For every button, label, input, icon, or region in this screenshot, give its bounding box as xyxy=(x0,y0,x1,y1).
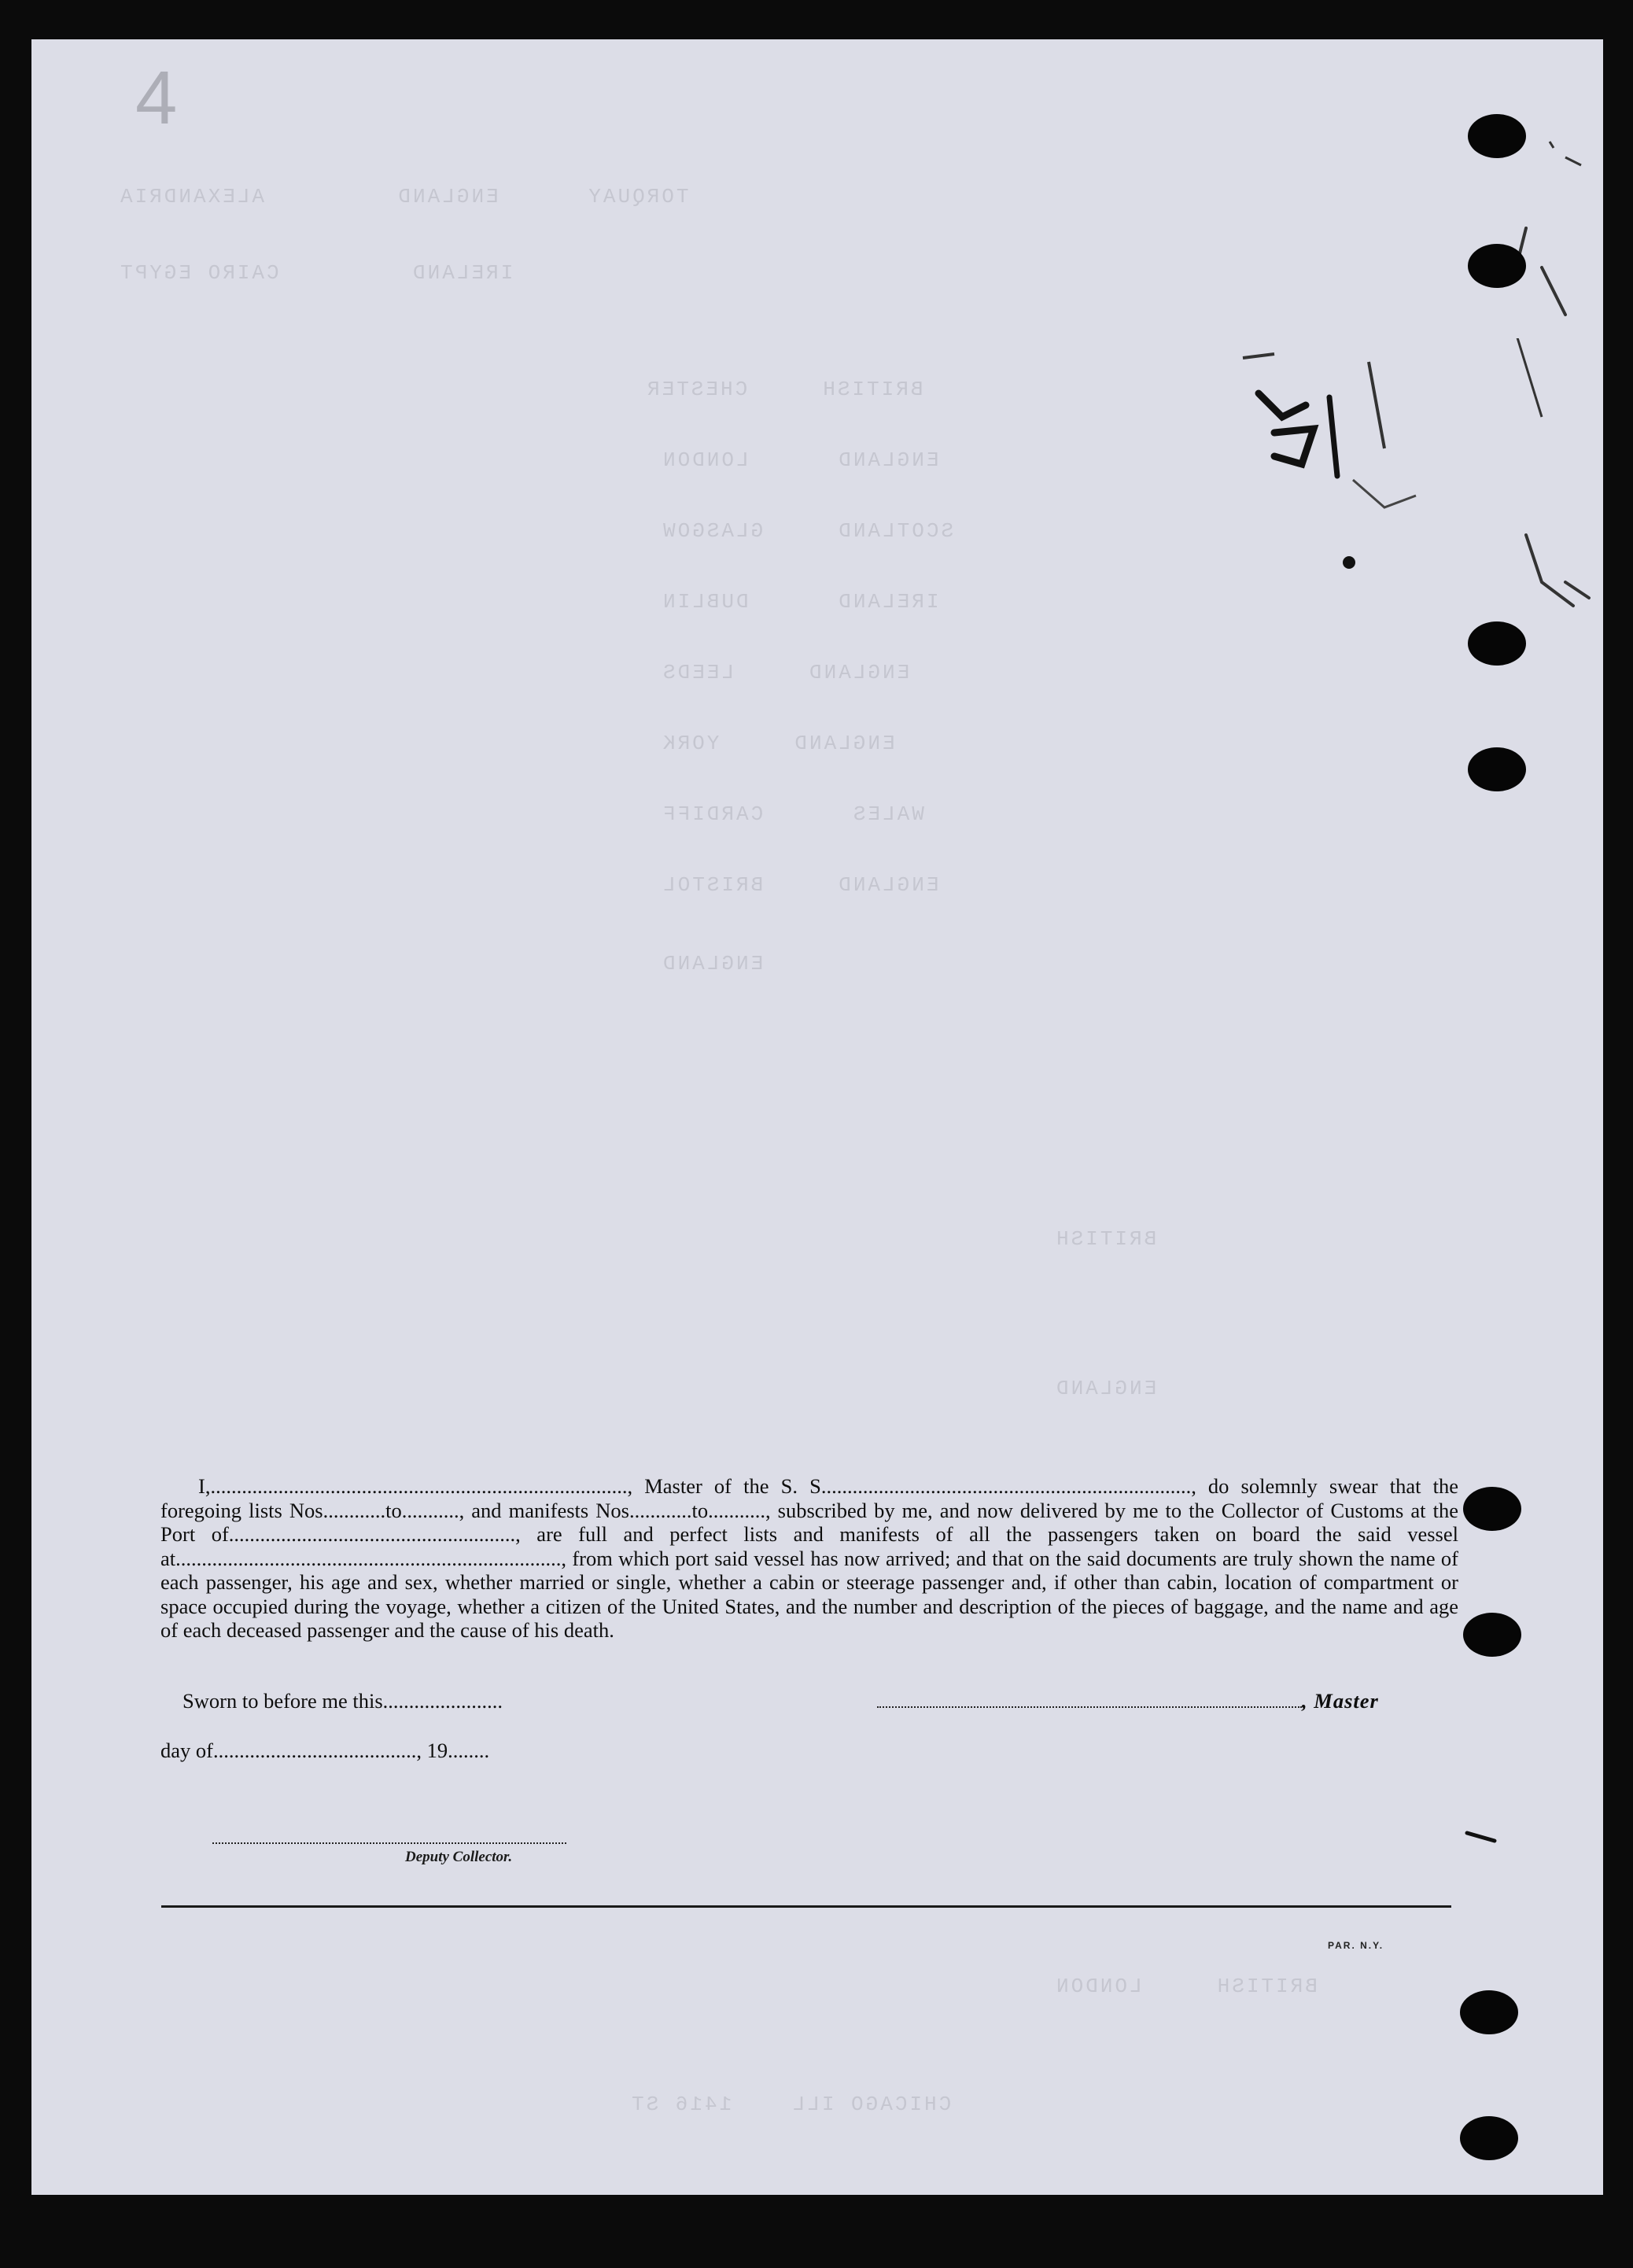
bleed-through-text: BRITISH xyxy=(1054,1227,1157,1251)
bleed-through-text: ENGLAND YORK xyxy=(661,732,895,755)
bleed-through-text: BRITISH CHESTER xyxy=(645,378,923,401)
bleed-through-text: IRELAND CAIRO EGYPT xyxy=(118,261,514,285)
deputy-collector-signature-line xyxy=(212,1842,566,1844)
bleed-through-text: ENGLAND LEEDS xyxy=(661,661,910,684)
punch-hole xyxy=(1463,1613,1521,1657)
page-number-mark: 4 xyxy=(135,56,178,140)
day-of-label: day of......................................., 19........ xyxy=(160,1739,490,1762)
bleed-through-text: CHICAGO ILL 1416 ST xyxy=(629,2093,952,2116)
master-signature-line xyxy=(877,1689,1379,1713)
punch-hole xyxy=(1468,244,1526,288)
handwritten-marks xyxy=(1463,1825,1510,1857)
bleed-through-text: IRELAND DUBLIN xyxy=(661,590,939,614)
handwritten-marks xyxy=(1227,338,1557,606)
bleed-through-text: BRITISH LONDON xyxy=(1054,1975,1318,1998)
bleed-through-text: WALES CARDIFF xyxy=(661,802,924,826)
master-label: , Master xyxy=(1302,1689,1379,1713)
master-oath-paragraph xyxy=(160,1474,1458,1643)
punch-hole xyxy=(1468,747,1526,791)
bleed-through-text: TORQUAY ENGLAND ALEXANDRIA xyxy=(118,185,689,208)
bleed-through-text: ENGLAND xyxy=(661,952,764,975)
punch-hole xyxy=(1468,114,1526,158)
handwritten-marks xyxy=(1510,511,1603,653)
punch-hole xyxy=(1463,1487,1521,1531)
bleed-through-text: ENGLAND BRISTOL xyxy=(661,873,939,897)
punch-hole xyxy=(1460,2116,1518,2160)
punch-hole xyxy=(1460,1990,1518,2034)
punch-hole xyxy=(1468,621,1526,666)
printer-mark: PAR. N.Y. xyxy=(1328,1940,1384,1951)
bleed-through-text: SCOTLAND GLASGOW xyxy=(661,519,954,543)
bleed-through-text: ENGLAND xyxy=(1054,1377,1157,1400)
sworn-before-label: Sworn to before me this....................... xyxy=(182,1689,503,1713)
bleed-through-text: ENGLAND LONDON xyxy=(661,448,939,472)
manifest-page xyxy=(31,39,1603,2195)
deputy-collector-label: Deputy Collector. xyxy=(405,1849,513,1865)
oath-text: I,................................................................................, Master of the S. S......................................................................., do solemnly swear that the foregoing lists Nos............to..........., and manifests Nos............to..........., subscribed by me, and now delivered by me to the Collector of Customs at the Port of......................................................., are full and perfect lists and manifests of all the passengers taken on board the said vessel at.........................................................................., from which port said vessel has now arrived; and that on the said documents are truly shown the name of each passenger, his age and sex, whether married or single, whether a cabin or steerage passenger and, if other than cabin, location of compartment or space occupied during the voyage, whether a citizen of the United States, and the number and description of the pieces of baggage, and the name and age of each deceased passenger and the cause of his death. xyxy=(160,1474,1458,1642)
horizontal-rule xyxy=(161,1905,1451,1908)
